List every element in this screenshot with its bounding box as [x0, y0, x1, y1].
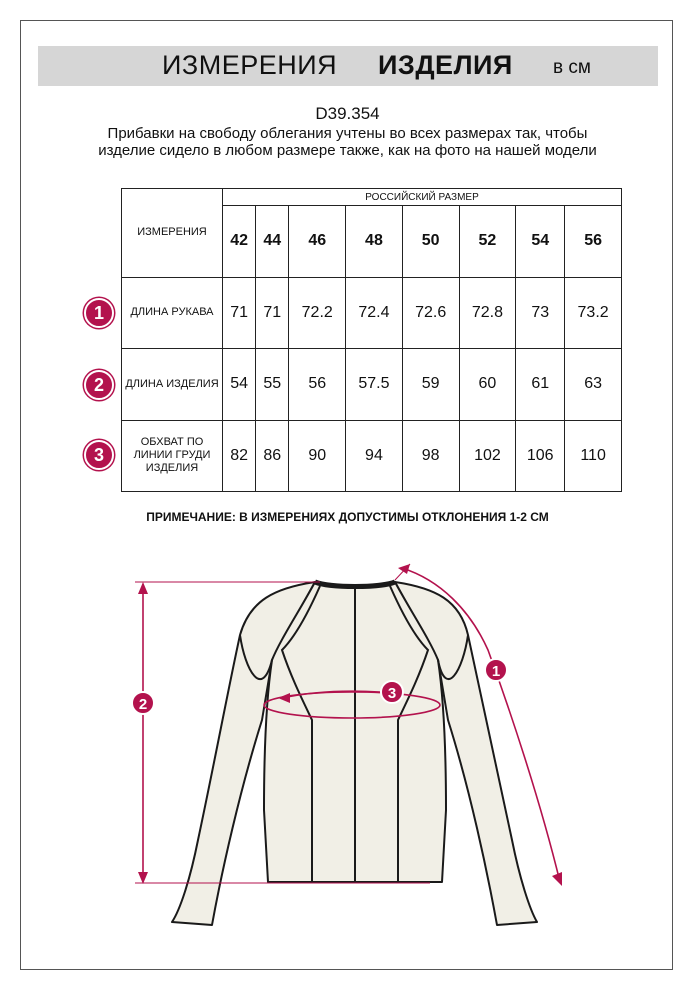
size-header: 42 — [223, 206, 256, 277]
table-cell: 86 — [256, 420, 289, 491]
table-cell: 63 — [565, 349, 622, 420]
table-cell: 55 — [256, 349, 289, 420]
size-header: 52 — [459, 206, 516, 277]
table-cell: 72.6 — [402, 277, 459, 348]
jacket-diagram — [0, 540, 695, 960]
marker-label: 1 — [491, 663, 501, 680]
tolerance-note: ПРИМЕЧАНИЕ: В ИЗМЕРЕНИЯХ ДОПУСТИМЫ ОТКЛОНЕНИЯ 1-2 СМ — [146, 510, 549, 524]
table-cell: 98 — [402, 420, 459, 491]
table-cell: 82 — [223, 420, 256, 491]
table-cell: 72.4 — [346, 277, 403, 348]
table-cell: 72.2 — [289, 277, 346, 348]
size-header: 46 — [289, 206, 346, 277]
table-row — [122, 349, 622, 420]
row-label-chest-girth: ОБХВАТ ПО ЛИНИИ ГРУДИ ИЗДЕЛИЯ — [122, 420, 223, 491]
collar-band — [315, 582, 395, 587]
table-cell: 90 — [289, 420, 346, 491]
row-label-garment-length: ДЛИНА ИЗДЕЛИЯ — [122, 349, 223, 420]
size-header: 48 — [346, 206, 403, 277]
table-cell: 59 — [402, 349, 459, 420]
table-cell: 71 — [256, 277, 289, 348]
title-word-measurements: ИЗМЕРЕНИЯ — [162, 50, 338, 80]
corner-label: ИЗМЕРЕНИЯ — [122, 189, 223, 278]
title-unit: в см — [553, 57, 591, 78]
table-cell: 94 — [346, 420, 403, 491]
table-cell: 110 — [565, 420, 622, 491]
table-cell: 56 — [289, 349, 346, 420]
table-cell: 106 — [516, 420, 565, 491]
fit-description: Прибавки на свободу облегания учтены во всех размерах так, чтобы изделие сидело в любом размере также, как на фото на нашей модели — [98, 125, 597, 159]
table-row — [122, 277, 622, 348]
title-word-garment: ИЗДЕЛИЯ — [378, 50, 513, 80]
row-marker-2: 2 — [84, 370, 114, 400]
row-label-sleeve-length: ДЛИНА РУКАВА — [122, 277, 223, 348]
size-header: 54 — [516, 206, 565, 277]
table-cell: 61 — [516, 349, 565, 420]
size-group-header: РОССИЙСКИЙ РАЗМЕР — [223, 189, 622, 206]
table-cell: 57.5 — [346, 349, 403, 420]
size-table — [121, 188, 622, 492]
table-cell: 72.8 — [459, 277, 516, 348]
model-code: D39.354 — [315, 104, 380, 123]
table-cell: 60 — [459, 349, 516, 420]
row-marker-3: 3 — [84, 440, 114, 470]
size-header: 50 — [402, 206, 459, 277]
row-marker-1: 1 — [84, 298, 114, 328]
table-cell: 54 — [223, 349, 256, 420]
table-cell: 102 — [459, 420, 516, 491]
marker-label: 2 — [138, 696, 148, 713]
table-row — [122, 420, 622, 491]
size-header: 56 — [565, 206, 622, 277]
table-cell: 73.2 — [565, 277, 622, 348]
table-cell: 71 — [223, 277, 256, 348]
marker-label: 3 — [387, 685, 397, 702]
table-cell: 73 — [516, 277, 565, 348]
size-header: 44 — [256, 206, 289, 277]
